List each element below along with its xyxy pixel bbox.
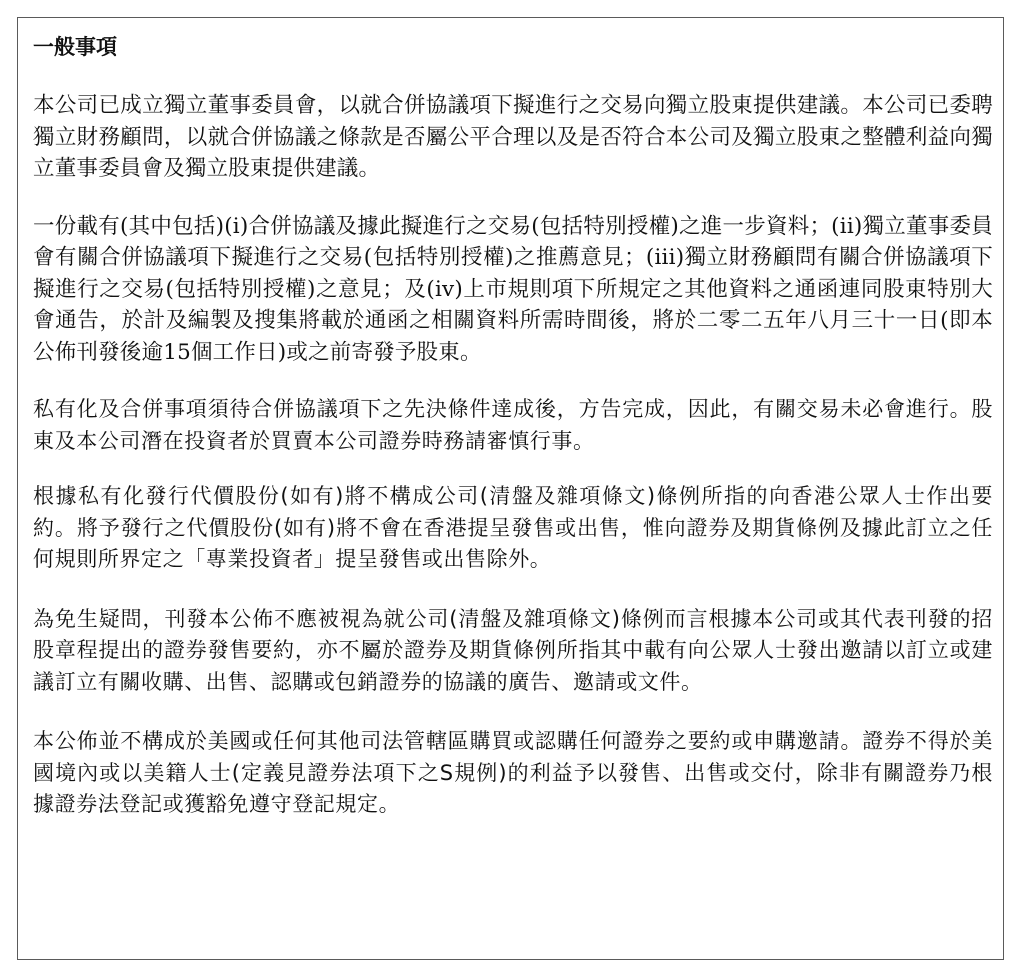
paragraph-consideration-shares: 根據私有化發行代價股份(如有)將不構成公司(清盤及雜項條文)條例所指的向香港公眾人士作出要約。將予發行之代價股份(如有)將不會在香港提呈發售或出售，惟向證券及期貨條例及據此訂立之任何規則所界定之「專業投資者」提呈發售或出售除外。 [33,484,993,571]
paragraph-us-securities-disclaimer: 本公佈並不構成於美國或任何其他司法管轄區購買或認購任何證券之要約或申購邀請。證券不得於美國境內或以美籍人士(定義見證券法項下之S規例)的利益予以發售、出售或交付，除非有關證券乃根據證券法登記或獲豁免遵守登記規定。 [33,729,993,816]
paragraph-completion-warning: 私有化及合併事項須待合併協議項下之先決條件達成後，方告完成，因此，有關交易未必會進行。股東及本公司潛在投資者於買賣本公司證券時務請審慎行事。 [33,397,993,453]
section-heading: 一般事項 [33,35,117,59]
document-body [33,30,993,821]
paragraph-prospectus-disclaimer: 為免生疑問，刊發本公佈不應被視為就公司(清盤及雜項條文)條例而言根據本公司或其代表刊發的招股章程提出的證券發售要約，亦不屬於證券及期貨條例所指其中載有向公眾人士發出邀請以訂立或建議訂立有關收購、出售、認購或包銷證券的協議的廣告、邀請或文件。 [33,606,993,694]
paragraph-circular-despatch: 一份載有(其中包括)(i)合併協議及據此擬進行之交易(包括特別授權)之進一步資料；(ii)獨立董事委員會有關合併協議項下擬進行之交易(包括特別授權)之推薦意見；(iii)獨立財務顧問有關合併協議項下擬進行之交易(包括特別授權)之意見；及(iv)上市規則項下所規定之其他資料之通函連同股東特別大會通告，於計及編製及搜集將載於通函之相關資料所需時間後，將於二零二五年八月三十一日(即本公佈刊發後逾15個工作日)或之前寄發予股東。 [33,213,993,365]
paragraph-independent-board-committee: 本公司已成立獨立董事委員會，以就合併協議項下擬進行之交易向獨立股東提供建議。本公司已委聘獨立財務顧問，以就合併協議之條款是否屬公平合理以及是否符合本公司及獨立股東之整體利益向獨立董事委員會及獨立股東提供建議。 [33,93,993,181]
